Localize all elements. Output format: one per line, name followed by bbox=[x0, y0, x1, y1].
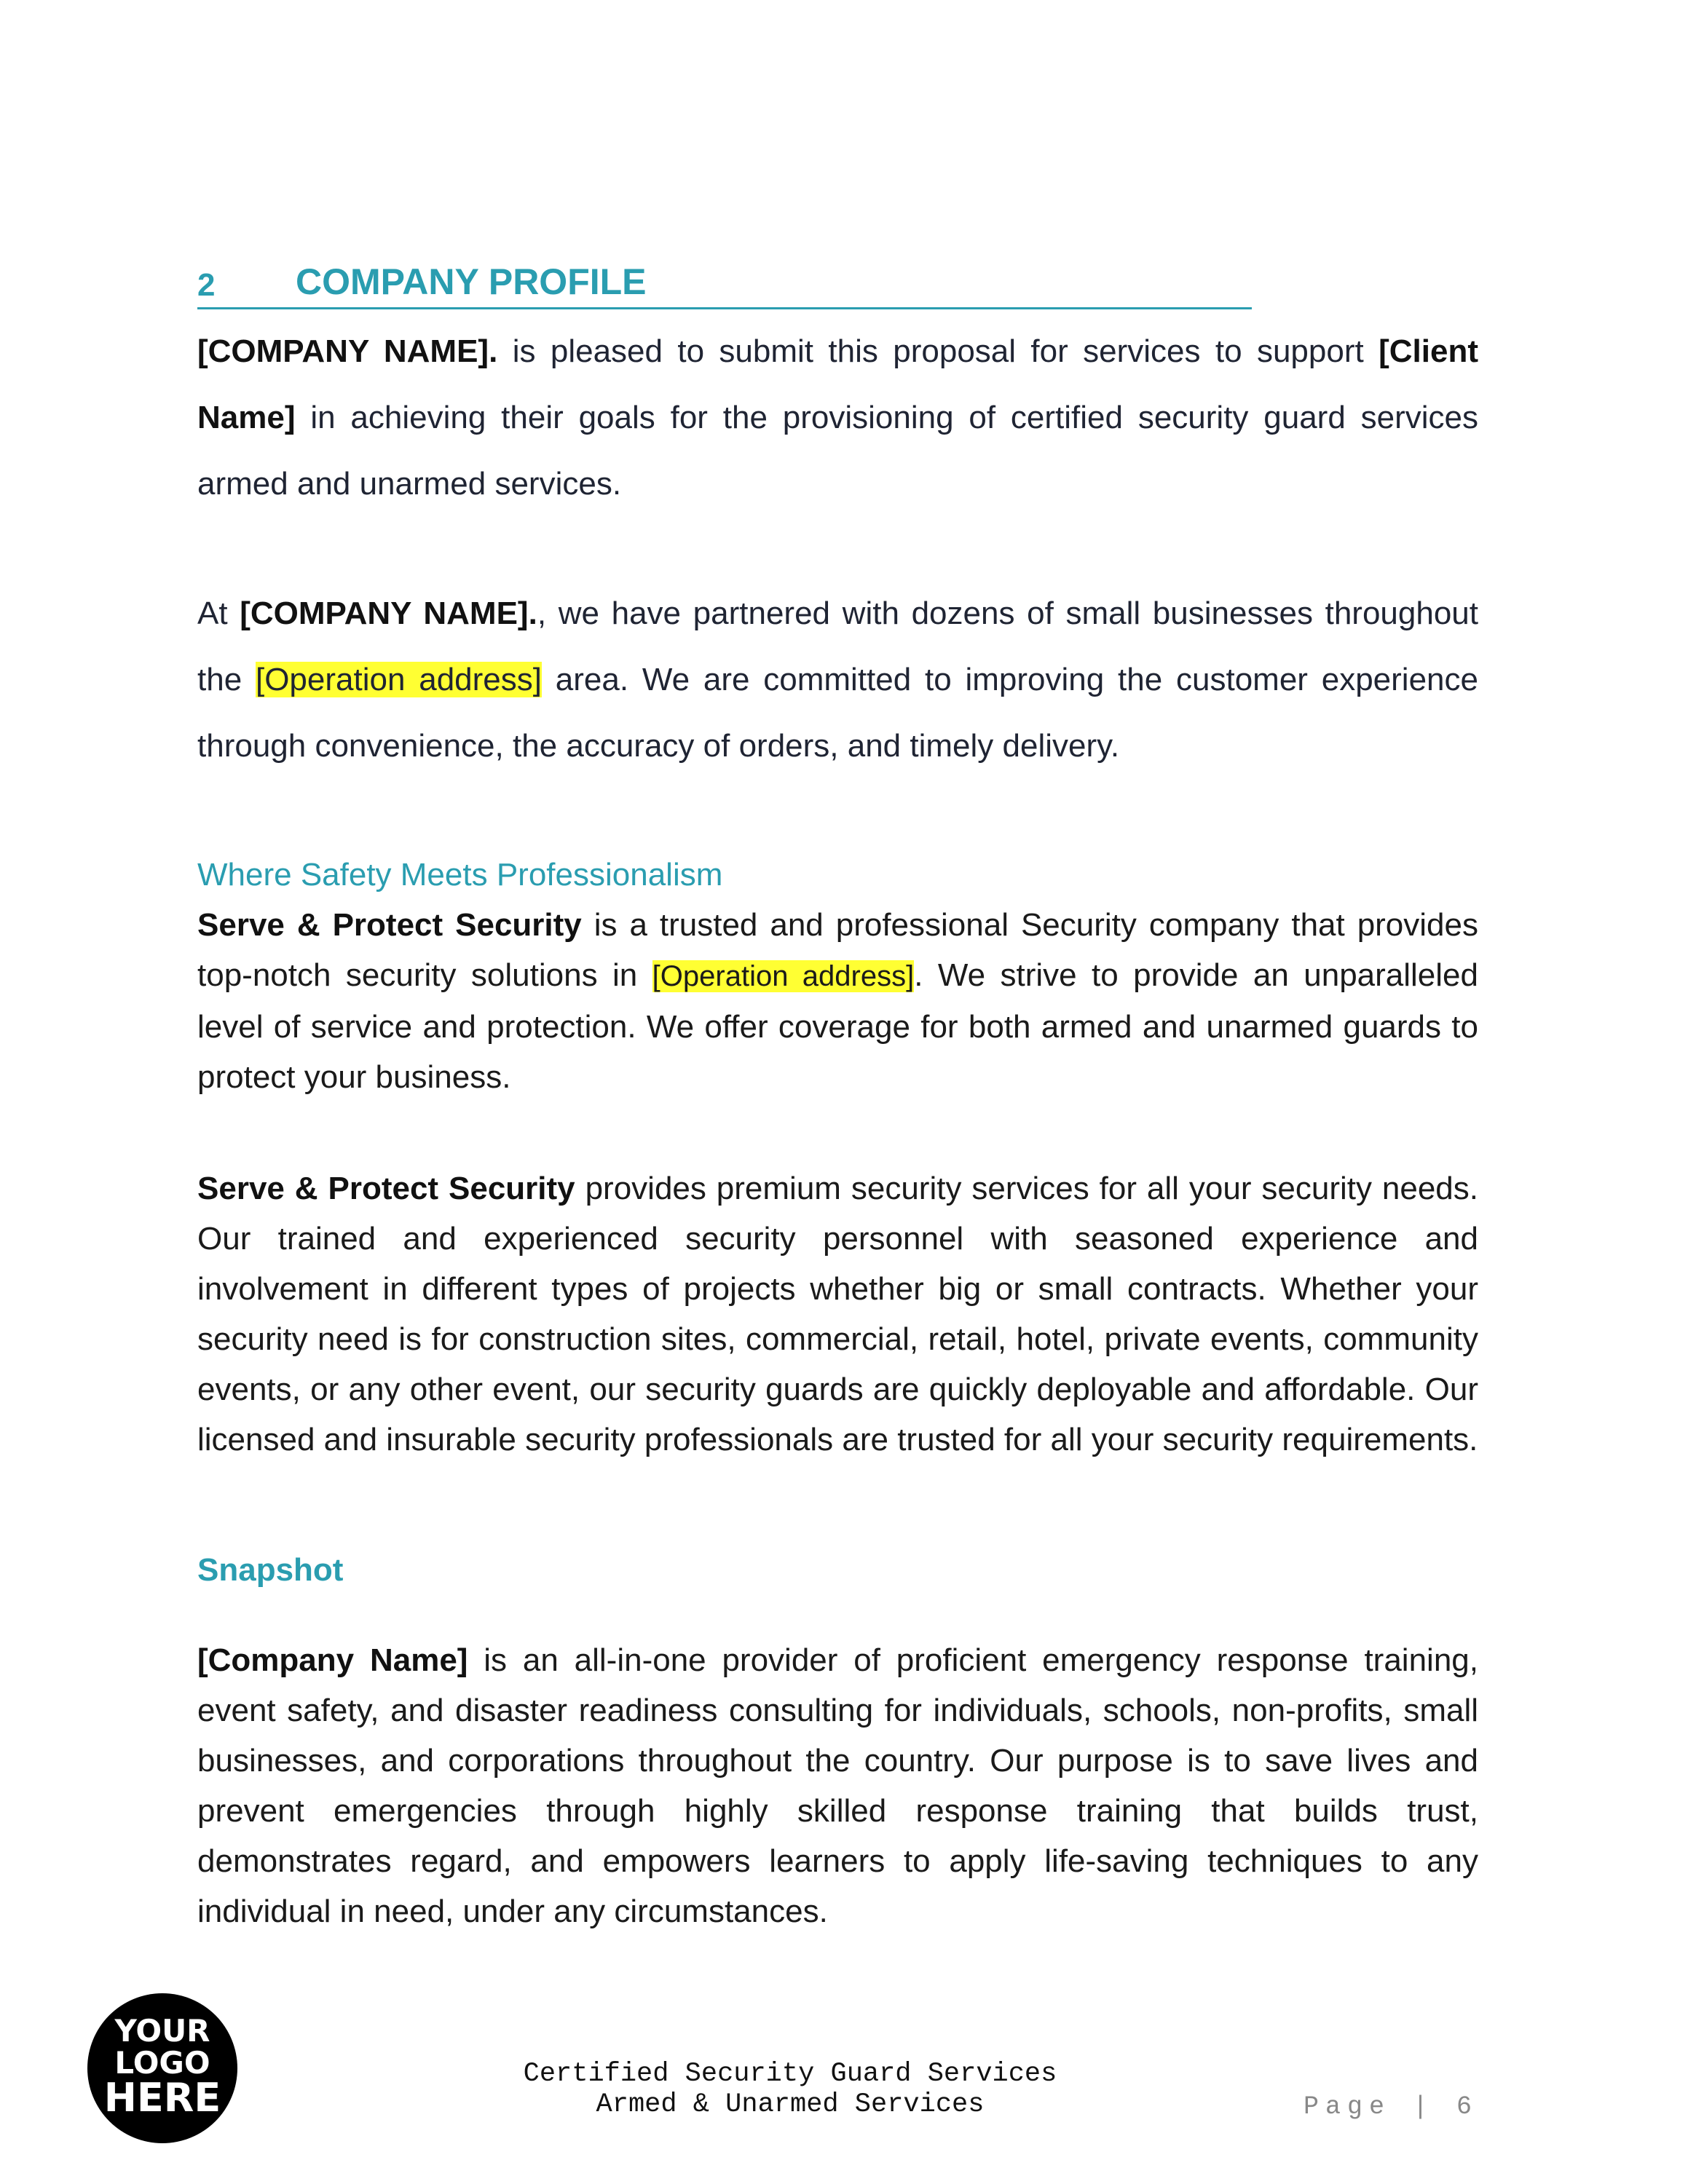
intro-text-2: in achieving their goals for the provisioning of certified security guard services armed and unarmed services. bbox=[197, 400, 1478, 502]
logo-line-3: HERE bbox=[103, 2075, 221, 2121]
logo-line-1: YOUR bbox=[114, 2013, 210, 2049]
brand-name: Serve & Protect Security bbox=[197, 1171, 575, 1206]
partnership-text-2: , we have partnered with dozens of small businesses throughout the bbox=[197, 596, 1478, 697]
logo-placeholder bbox=[87, 1993, 237, 2143]
snapshot-subheading: Snapshot bbox=[197, 1552, 344, 1588]
company-name-placeholder: [Company Name] bbox=[197, 1642, 468, 1678]
footer bbox=[451, 2059, 1129, 2120]
partnership-paragraph bbox=[197, 580, 1478, 779]
services-text: provides premium security services for all your security needs. Our trained and experienced security personnel with seasoned experience and involvement in different types of projects whether big or small contracts. Whether your security need is for construction sites, commercial, retail, hotel, private events, community events, or any other event, our security guards are quickly deployable and affordable. Our licensed and insurable security professionals are trusted for all your security requirements. bbox=[197, 1171, 1479, 1457]
about-paragraph bbox=[197, 900, 1478, 1102]
snapshot-paragraph bbox=[197, 1635, 1478, 1936]
services-paragraph bbox=[197, 1163, 1478, 1465]
operation-address-placeholder: [Operation address] bbox=[652, 960, 915, 992]
operation-address-placeholder: [Operation address] bbox=[255, 662, 542, 697]
intro-paragraph bbox=[197, 318, 1478, 517]
brand-name: Serve & Protect Security bbox=[197, 907, 582, 943]
company-name-placeholder: [COMPANY NAME]. bbox=[240, 596, 537, 631]
about-text-2: . We strive to provide an unparalleled level of service and protection. We offer coverage for both armed and unarmed guards to protect your business. bbox=[197, 957, 1478, 1095]
section-heading bbox=[197, 256, 1252, 309]
intro-text-1: is pleased to submit this proposal for services to support bbox=[497, 333, 1379, 369]
footer-line-2: Armed & Unarmed Services bbox=[596, 2089, 985, 2120]
client-name-placeholder: [Client Name] bbox=[197, 333, 1478, 435]
company-name-placeholder: [COMPANY NAME]. bbox=[197, 333, 498, 369]
footer-line-1: Certified Security Guard Services bbox=[523, 2059, 1057, 2089]
about-text-1: is a trusted and professional Security company that provides top-notch security solutions in bbox=[197, 907, 1478, 993]
tagline-subheading: Where Safety Meets Professionalism bbox=[197, 857, 723, 893]
page-number: Page | 6 bbox=[1304, 2092, 1479, 2121]
snapshot-text: is an all-in-one provider of proficient emergency response training, event safety, and disaster readiness consulting for individuals, schools, non-profits, small businesses, and corporations throughout the country. Our purpose is to save lives and prevent emergencies through highly skilled response training that builds trust, demonstrates regard, and empowers learners to apply life-saving techniques to any individual in need, under any circumstances. bbox=[197, 1642, 1478, 1929]
partnership-text-1: At bbox=[197, 596, 240, 631]
logo-line-2: LOGO bbox=[114, 2045, 210, 2081]
section-number: 2 bbox=[197, 267, 216, 303]
section-title: COMPANY PROFILE bbox=[296, 261, 647, 302]
partnership-text-3: area. We are committed to improving the customer experience through convenience, the accuracy of orders, and timely delivery. bbox=[197, 662, 1478, 764]
